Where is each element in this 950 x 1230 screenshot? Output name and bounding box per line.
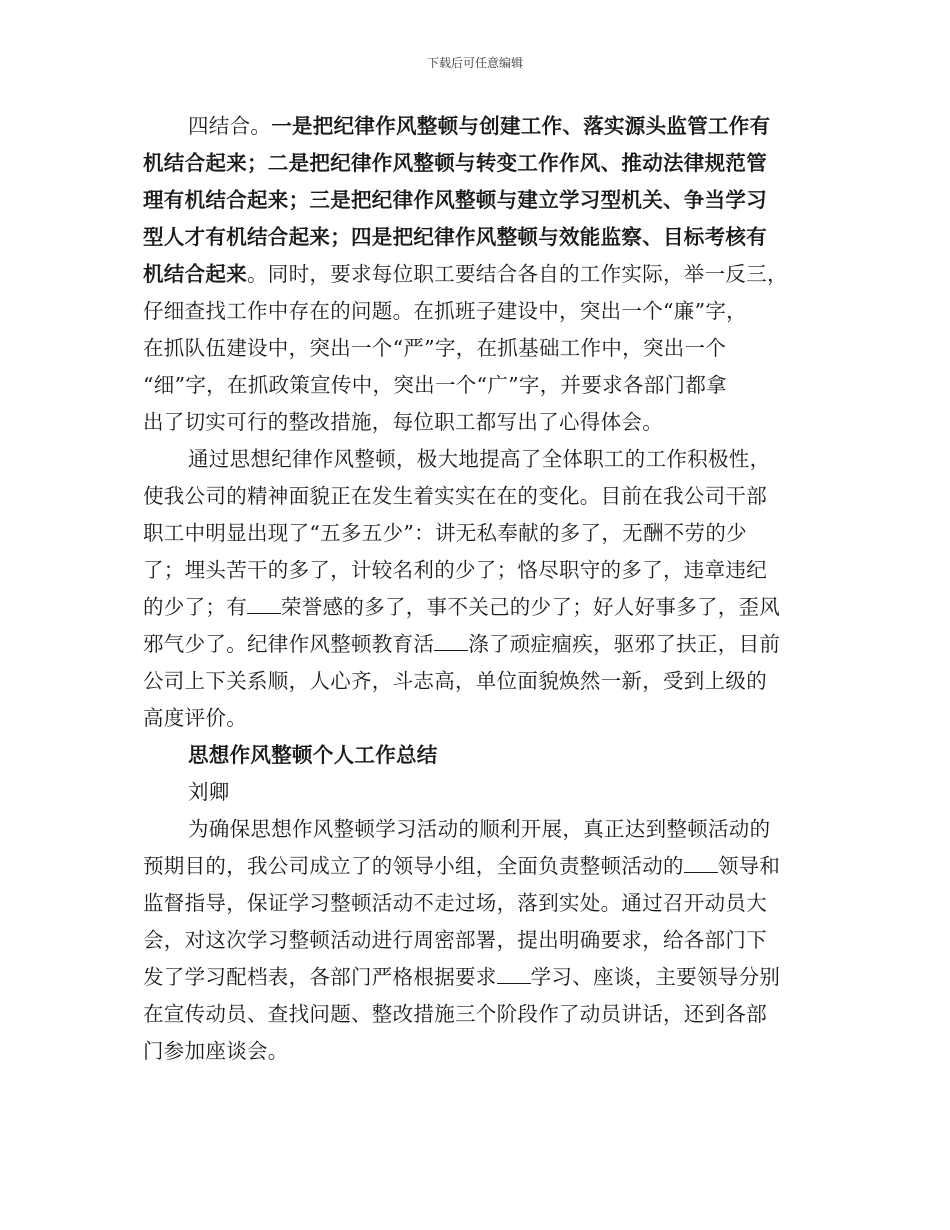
text-segment: 出了切实可行的整改措施，每位职工都写出了心得体会。 [143,410,663,434]
bold-text-segment: 理有机结合起来；三是把纪律作风整顿与建立学习型机关、争当学习 [143,188,767,212]
text-line [143,737,813,774]
text-segment: 在宣传动员、查找问题、整改措施三个阶段作了动员讲话，还到各部 [143,1002,767,1026]
text-line [143,256,813,293]
text-line [143,293,813,330]
text-line [143,1033,813,1070]
text-line [143,885,813,922]
text-line [143,922,813,959]
text-segment: 领导和 [717,854,781,878]
text-line [143,145,813,182]
fill-in-blank [684,848,718,873]
bold-text-segment: 思想作风整顿个人工作总结 [188,743,438,767]
bold-text-segment: 一是把纪律作风整顿与创建工作、落实源头监管工作有 [271,114,771,138]
text-line [143,478,813,515]
text-line [143,441,813,478]
bold-text-segment: 机结合起来；二是把纪律作风整顿与转变工作作风、推动法律规范管 [143,151,767,175]
text-line [143,626,813,663]
text-line [143,996,813,1033]
text-line [143,589,813,626]
text-segment: 门参加座谈会。 [143,1039,289,1063]
text-segment: 刘卿 [188,780,230,804]
text-line [143,367,813,404]
bold-text-segment: 型人才有机结合起来；四是把纪律作风整顿与效能监察、目标考核有 [143,225,767,249]
text-segment: 荣誉感的多了，事不关己的少了；好人好事多了，歪风 [281,595,781,619]
fill-in-blank [497,959,531,984]
text-line [143,959,813,996]
text-segment: 使我公司的精神面貌正在发生着实实在在的变化。目前在我公司干部 [143,484,767,508]
text-segment: 职工中明显出现了“五多五少”：讲无私奉献的多了，无酬不劳的少 [143,521,747,545]
text-segment: 公司上下关系顺，人心齐，斗志高，单位面貌焕然一新，受到上级的 [143,669,767,693]
text-segment: 预期目的，我公司成立了的领导小组，全面负责整顿活动的 [143,854,684,878]
text-segment: 邪气少了。纪律作风整顿教育活 [143,632,435,656]
text-segment: 会，对这次学习整顿活动进行周密部署，提出明确要求，给各部门下 [143,928,767,952]
text-line [143,552,813,589]
text-segment: 涤了顽症痼疾，驱邪了扶正，目前 [468,632,781,656]
text-line [143,811,813,848]
text-segment: 高度评价。 [143,706,247,730]
text-segment: 在抓队伍建设中，突出一个“严”字，在抓基础工作中，突出一个 [143,336,727,360]
bold-text-segment: 机结合起来 [143,262,247,286]
text-line [143,515,813,552]
text-segment: 。同时，要求每位职工要结合各自的工作实际，举一反三， [247,262,788,286]
text-line [143,848,813,885]
text-line [143,330,813,367]
fill-in-blank [247,589,281,614]
text-line [143,663,813,700]
text-segment: “细”字，在抓政策宣传中，突出一个“广”字，并要求各部门都拿 [143,373,727,397]
text-segment: 监督指导，保证学习整顿活动不走过场，落到实处。通过召开动员大 [143,891,767,915]
text-segment: 发了学习配档表，各部门严格根据要求 [143,965,497,989]
text-segment: 四结合。 [188,114,272,138]
text-segment: 为确保思想作风整顿学习活动的顺利开展，真正达到整顿活动的 [188,817,771,841]
text-line [143,219,813,256]
text-line [143,108,813,145]
text-line [143,700,813,737]
page-header: 下载后可任意编辑 [426,56,523,70]
text-line [143,182,813,219]
text-segment: 通过思想纪律作风整顿，极大地提高了全体职工的工作积极性， [188,447,771,471]
text-segment: 了；埋头苦干的多了，计较名利的少了；恪尽职守的多了，违章违纪 [143,558,767,582]
text-line [143,404,813,441]
text-line [143,774,813,811]
fill-in-blank [434,626,468,651]
text-segment: 的少了；有 [143,595,247,619]
text-segment: 学习、座谈，主要领导分别 [530,965,781,989]
document-body [143,108,813,1070]
text-segment: 仔细查找工作中存在的问题。在抓班子建设中，突出一个“廉”字， [143,299,747,323]
